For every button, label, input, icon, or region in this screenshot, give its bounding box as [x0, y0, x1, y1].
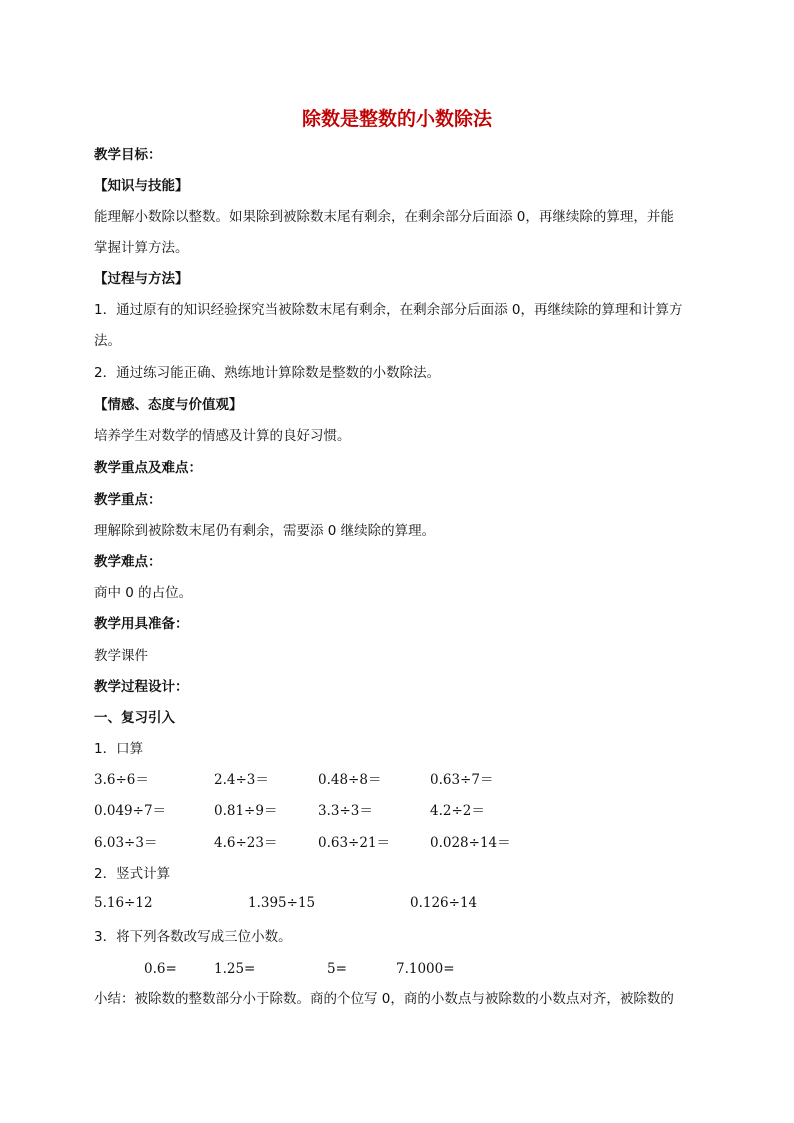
vertical-calc-heading: 2．竖式计算	[94, 866, 171, 882]
focus-heading: 教学重点及难点：	[94, 460, 202, 476]
oral-problem: 4.2÷2＝	[430, 803, 485, 819]
oral-problem: 0.028÷14＝	[430, 835, 511, 851]
difficulty-heading: 教学难点：	[94, 554, 162, 570]
process-item-1-line1: 1．通过原有的知识经验探究当被除数末尾有剩余，在剩余部分后面添 0，再继续除的算理和计算方	[94, 302, 683, 318]
knowledge-heading: 【知识与技能】	[94, 178, 189, 194]
summary-text: 小结：被除数的整数部分小于除数。商的个位写 0，商的小数点与被除数的小数点对齐，被除数的	[94, 991, 674, 1007]
oral-problem: 2.4÷3＝	[214, 772, 269, 788]
vertical-problem: 1.395÷15	[248, 895, 316, 911]
oral-problem: 3.3÷3＝	[318, 803, 373, 819]
process-item-1-line2: 法。	[94, 333, 121, 349]
tools-text: 教学课件	[94, 648, 148, 664]
knowledge-text-line1: 能理解小数除以整数。如果除到被除数末尾有剩余，在剩余部分后面添 0，再继续除的算理，并能	[94, 209, 674, 225]
rewrite-item: 7.1000=	[396, 961, 455, 977]
rewrite-heading: 3．将下列各数改写成三位小数。	[94, 929, 292, 945]
process-method-heading: 【过程与方法】	[94, 271, 189, 287]
rewrite-item: 1.25=	[214, 961, 256, 977]
oral-problem: 4.6÷23＝	[214, 835, 278, 851]
process-item-2: 2．通过练习能正确、熟练地计算除数是整数的小数除法。	[94, 365, 441, 381]
vertical-problem: 0.126÷14	[410, 895, 478, 911]
knowledge-text-line2: 掌握计算方法。	[94, 240, 189, 256]
rewrite-item: 5=	[327, 961, 347, 977]
vertical-problem: 5.16÷12	[94, 895, 153, 911]
oral-problem: 6.03÷3＝	[94, 835, 158, 851]
emotion-text: 培养学生对数学的情感及计算的良好习惯。	[94, 428, 351, 444]
key-point-heading: 教学重点：	[94, 492, 162, 508]
page-title: 除数是整数的小数除法	[301, 108, 492, 130]
oral-problem: 0.63÷21＝	[318, 835, 391, 851]
oral-problem: 3.6÷6＝	[94, 772, 149, 788]
difficulty-text: 商中 0 的占位。	[94, 585, 193, 601]
oral-problem: 0.81÷9＝	[214, 803, 278, 819]
process-design-heading: 教学过程设计：	[94, 679, 189, 695]
oral-problem: 0.48÷8＝	[318, 772, 382, 788]
goals-heading: 教学目标：	[94, 147, 162, 163]
emotion-heading: 【情感、态度与价值观】	[94, 397, 243, 413]
tools-heading: 教学用具准备：	[94, 616, 189, 632]
oral-problem: 0.049÷7＝	[94, 803, 167, 819]
key-point-text: 理解除到被除数末尾仍有剩余，需要添 0 继续除的算理。	[94, 523, 436, 539]
oral-problem: 0.63÷7＝	[430, 772, 494, 788]
section-review-heading: 一、复习引入	[94, 710, 175, 726]
oral-calc-heading: 1．口算	[94, 741, 144, 757]
rewrite-item: 0.6=	[144, 961, 177, 977]
